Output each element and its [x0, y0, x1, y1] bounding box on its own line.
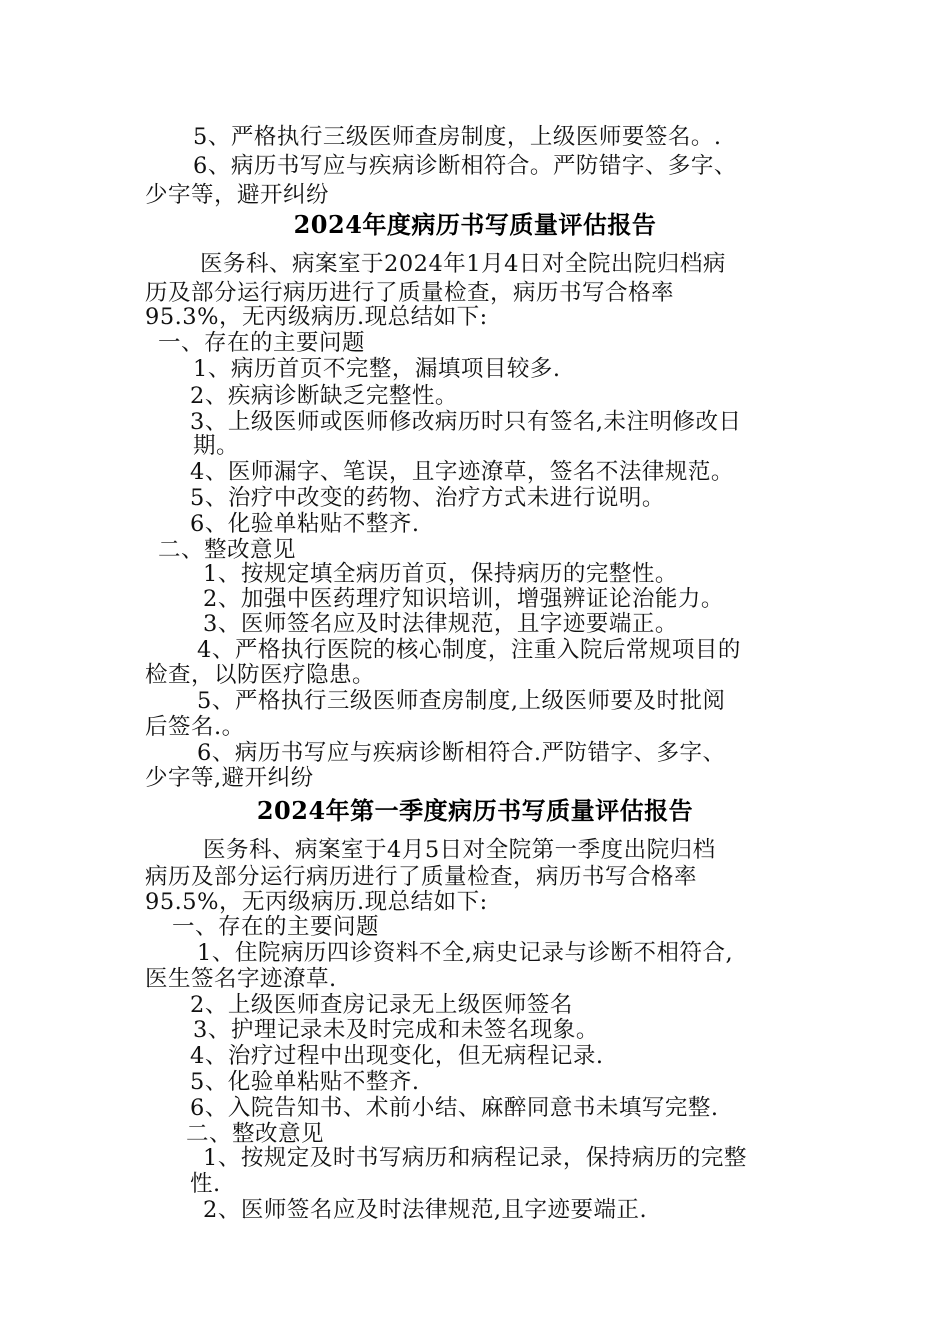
text-line: 检查，以防医疗隐患。	[145, 662, 376, 688]
text-line: 6、化验单粘贴不整齐.	[190, 511, 420, 537]
text-line: 1、按规定及时书写病历和病程记录，保持病历的完整	[203, 1145, 747, 1171]
text-line: 5、治疗中改变的药物、治疗方式未进行说明。	[190, 485, 665, 511]
text-line: 3、上级医师或医师修改病历时只有签名,未注明修改日	[190, 409, 742, 435]
text-line: 少字等，避开纠纷	[145, 182, 330, 208]
text-line: 历及部分运行病历进行了质量检查，病历书写合格率	[145, 280, 675, 306]
text-line: 4、治疗过程中出现变化，但无病程记录.	[190, 1043, 604, 1069]
text-line: 医务科、病案室于4月5日对全院第一季度出院归档	[203, 837, 716, 863]
text-line: 后签名.。	[145, 714, 245, 740]
text-line: 6、病历书写应与疾病诊断相符合。严防错字、多字、	[193, 153, 737, 179]
text-line: 6、入院告知书、术前小结、麻醉同意书未填写完整.	[190, 1095, 719, 1121]
text-line: 医务科、病案室于2024年1月4日对全院出院归档病	[200, 251, 726, 277]
report-title-q1: 2024年第一季度病历书写质量评估报告	[256, 796, 694, 825]
text-line: 少字等,避开纠纷	[145, 765, 314, 791]
text-line: 4、医师漏字、笔误，且字迹潦草，签名不法律规范。	[190, 459, 734, 485]
text-line: 1、住院病历四诊资料不全,病史记录与诊断不相符合,	[197, 940, 734, 966]
text-line: 6、病历书写应与疾病诊断相符合.严防错字、多字、	[197, 740, 726, 766]
text-line: 病历及部分运行病历进行了质量检查，病历书写合格率	[145, 864, 698, 890]
section-heading: 一、存在的主要问题	[158, 330, 366, 356]
text-line: 2、医师签名应及时法律规范,且字迹要端正.	[203, 1197, 648, 1223]
text-line: 1、按规定填全病历首页，保持病历的完整性。	[203, 561, 678, 587]
text-line: 3、医师签名应及时法律规范，且字迹要端正。	[203, 611, 678, 637]
text-line: 医生签名字迹潦草.	[145, 966, 337, 992]
text-line: 2、疾病诊断缺乏完整性。	[190, 383, 458, 409]
text-line: 5、严格执行三级医师查房制度,上级医师要及时批阅	[197, 688, 726, 714]
text-line: 2、上级医师查房记录无上级医师签名	[190, 992, 573, 1018]
text-line: 2、加强中医药理疗知识培训，增强辨证论治能力。	[203, 586, 724, 612]
section-heading: 二、整改意见	[158, 537, 297, 563]
text-line: 4、严格执行医院的核心制度，注重入院后常规项目的	[197, 637, 741, 663]
text-line: 1、病历首页不完整，漏填项目较多.	[193, 356, 561, 382]
text-line: 95.3%，无丙级病历.现总结如下:	[145, 304, 488, 330]
report-title-annual: 2024年度病历书写质量评估报告	[293, 210, 657, 239]
text-line: 5、严格执行三级医师查房制度，上级医师要签名。.	[193, 124, 722, 150]
text-line: 5、化验单粘贴不整齐.	[190, 1069, 420, 1095]
section-heading: 一、存在的主要问题	[172, 914, 380, 940]
text-line: 期。	[193, 433, 240, 459]
text-line: 95.5%，无丙级病历.现总结如下:	[145, 889, 488, 915]
text-line: 3、护理记录未及时完成和未签名现象。	[193, 1017, 599, 1043]
section-heading: 二、整改意见	[186, 1121, 325, 1147]
text-line: 性.	[190, 1171, 221, 1197]
